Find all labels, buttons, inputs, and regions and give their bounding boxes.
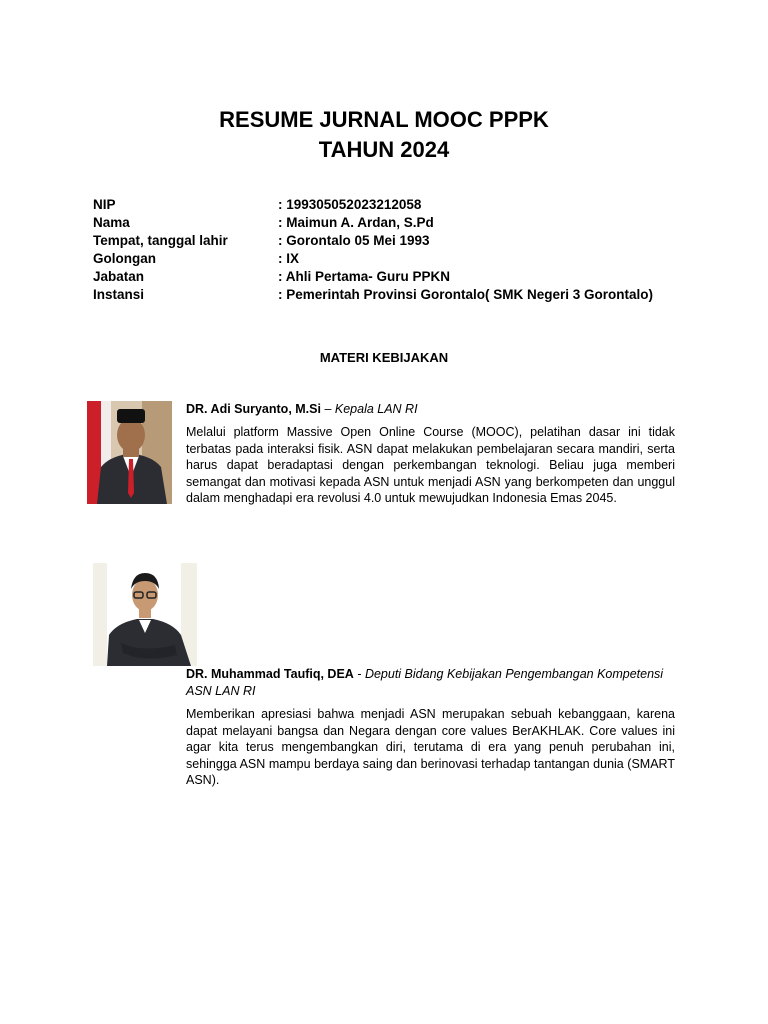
bio-value: : Maimun A. Ardan, S.Pd (278, 215, 434, 230)
speaker-photo-2 (93, 563, 197, 666)
speaker-2-name: DR. Muhammad Taufiq, DEA (186, 667, 354, 681)
section-title: MATERI KEBIJAKAN (319, 350, 449, 365)
bio-value: : Pemerintah Provinsi Gorontalo( SMK Negeri 3 Gorontalo) (278, 287, 654, 302)
bio-value: : Ahli Pertama- Guru PPKN (278, 269, 451, 284)
bio-value: : IX (278, 251, 300, 266)
speaker-1-heading (186, 401, 675, 418)
bio-label: Golongan (93, 251, 156, 266)
speaker-1-role: Kepala LAN RI (334, 402, 418, 416)
speaker-1-separator: – (320, 402, 335, 416)
speaker-2-heading (186, 666, 675, 700)
speaker-photo-1 (87, 401, 172, 504)
speaker-1-summary: Melalui platform Massive Open Online Course (MOOC), pelatihan dasar ini tidak terbatas pada interaksi fisik. ASN dapat melakukan pembelajaran secara mandiri, serta harus dapat beradaptasi dengan perkembangan teknologi. Beliau juga memberi semangat dan motivasi kepada ASN untuk menjadi ASN yang berkompeten dan unggul dalam menghadapi era revolusi 4.0 untuk mewujudkan Indonesia Emas 2045. (186, 425, 675, 506)
speaker-2-summary: Memberikan apresiasi bahwa menjadi ASN merupakan sebuah kebanggaan, karena dapat melayani bangsa dan Negara dengan core values BerAKHLAK. Core values ini agar kita terus mengembangkan diri, terutama di era yang penuh perubahan ini, sehingga ASN mampu berdaya saing dan berinovasi terhadap tantangan dunia (SMART ASN). (186, 707, 675, 788)
bio-value: : 199305052023212058 (278, 197, 422, 212)
speaker-2-role: Deputi Bidang Kebijakan Pengembangan Kompetensi ASN LAN RI (186, 667, 664, 698)
document-title-line2: TAHUN 2024 (318, 137, 450, 162)
speaker-2-separator: - (353, 667, 365, 681)
bio-label: NIP (93, 197, 116, 212)
bio-value: : Gorontalo 05 Mei 1993 (278, 233, 430, 248)
document-title-line1: RESUME JURNAL MOOC PPPK (219, 107, 549, 132)
portrait-image (93, 563, 197, 666)
bio-label: Tempat, tanggal lahir (93, 233, 228, 248)
bio-label: Instansi (93, 287, 145, 302)
portrait-image (87, 401, 172, 504)
bio-label: Nama (93, 215, 130, 230)
bio-label: Jabatan (93, 269, 145, 284)
speaker-1-name: DR. Adi Suryanto, M.Si (186, 402, 321, 416)
